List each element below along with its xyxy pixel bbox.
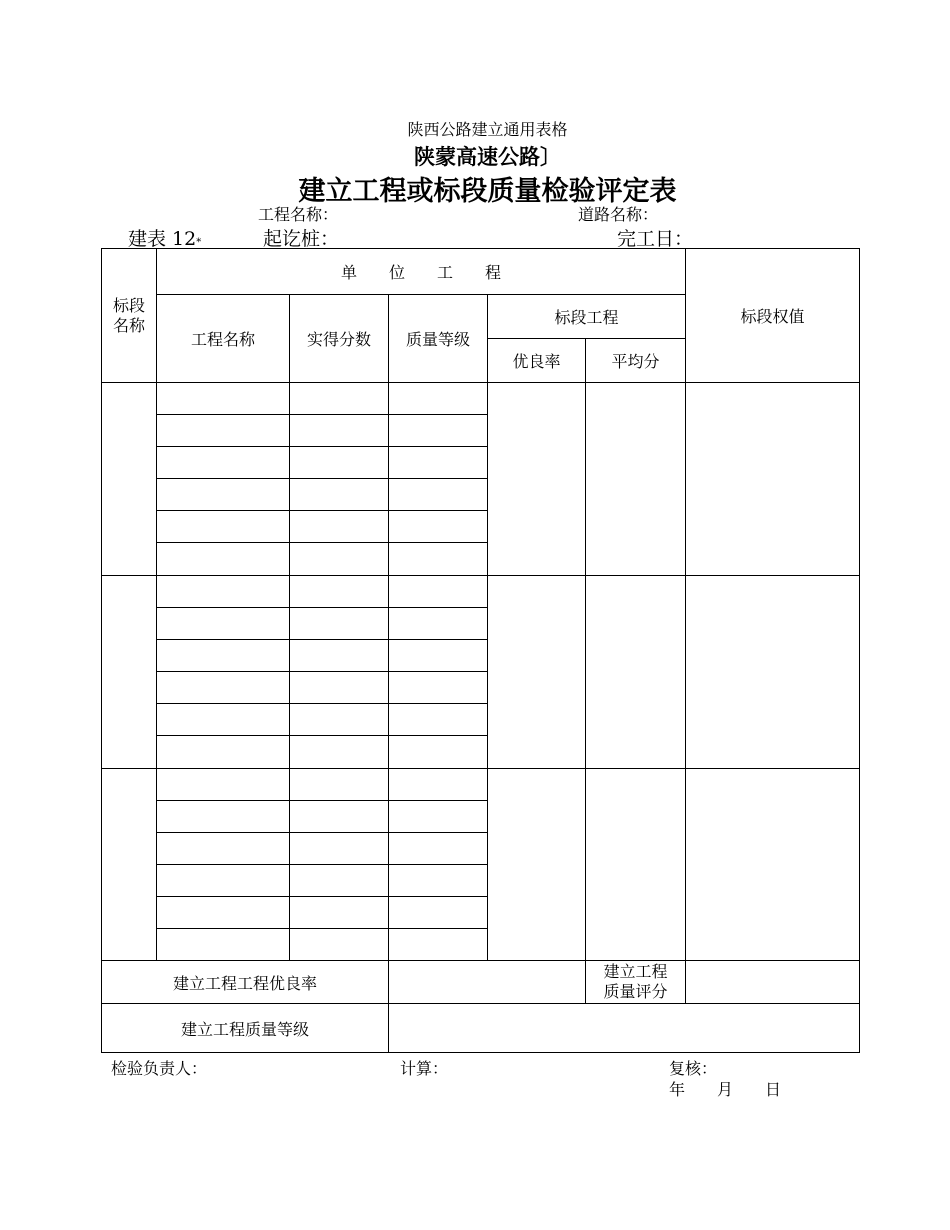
- grade-cell[interactable]: [389, 929, 488, 961]
- score-cell[interactable]: [290, 415, 389, 447]
- project-name-cell[interactable]: [157, 801, 290, 833]
- grade-cell[interactable]: [389, 415, 488, 447]
- calc-label: 计算：: [400, 1059, 449, 1078]
- score-cell[interactable]: [290, 929, 389, 961]
- grade-cell[interactable]: [389, 640, 488, 672]
- excellent-rate-cell[interactable]: [488, 576, 586, 769]
- grade-cell[interactable]: [389, 704, 488, 736]
- header-section-name-l1: 标段: [112, 295, 145, 315]
- quality-score-label-l1: 建立工程: [603, 962, 668, 981]
- header-project-name: 工程名称: [157, 295, 290, 383]
- grade-cell[interactable]: [389, 447, 488, 479]
- excellent-rate-row: [102, 961, 860, 1004]
- header-average: 平均分: [586, 339, 686, 383]
- header-grade: 质量等级: [389, 295, 488, 383]
- grade-cell[interactable]: [389, 383, 488, 415]
- score-cell[interactable]: [290, 576, 389, 608]
- score-cell[interactable]: [290, 801, 389, 833]
- excellent-rate-cell[interactable]: [488, 769, 586, 961]
- quality-grade-row: [102, 1004, 860, 1053]
- project-name-cell[interactable]: [157, 415, 290, 447]
- quality-grade-value[interactable]: [389, 1004, 860, 1053]
- start-end-label: 起讫桩：: [263, 228, 340, 250]
- score-cell[interactable]: [290, 383, 389, 415]
- score-cell[interactable]: [290, 897, 389, 929]
- highway-name: 陕蒙高速公路〕: [414, 145, 561, 169]
- quality-score-label: [586, 961, 686, 1004]
- average-cell[interactable]: [586, 769, 686, 961]
- date-label: 年 月 日: [669, 1080, 782, 1099]
- section-name-cell[interactable]: [102, 769, 157, 961]
- section-weight-cell[interactable]: [686, 769, 860, 961]
- excellent-rate-label: 建立工程工程优良率: [102, 961, 389, 1004]
- score-cell[interactable]: [290, 865, 389, 897]
- header-section-project: 标段工程: [488, 295, 686, 339]
- road-name-label: 道路名称：: [578, 205, 659, 224]
- form-number-mark: *: [196, 237, 202, 248]
- evaluation-table: [101, 248, 860, 1053]
- project-name-cell[interactable]: [157, 511, 290, 543]
- grade-cell[interactable]: [389, 543, 488, 576]
- project-name-cell[interactable]: [157, 833, 290, 865]
- score-cell[interactable]: [290, 511, 389, 543]
- grade-cell[interactable]: [389, 608, 488, 640]
- section-weight-cell[interactable]: [686, 576, 860, 769]
- project-name-cell[interactable]: [157, 383, 290, 415]
- table-row: [102, 576, 860, 608]
- score-cell[interactable]: [290, 704, 389, 736]
- grade-cell[interactable]: [389, 672, 488, 704]
- grade-cell[interactable]: [389, 865, 488, 897]
- score-cell[interactable]: [290, 447, 389, 479]
- header-excellent-rate: 优良率: [488, 339, 586, 383]
- header-score: 实得分数: [290, 295, 389, 383]
- project-name-cell[interactable]: [157, 769, 290, 801]
- project-name-cell[interactable]: [157, 704, 290, 736]
- project-name-cell[interactable]: [157, 479, 290, 511]
- grade-cell[interactable]: [389, 769, 488, 801]
- project-name-cell[interactable]: [157, 929, 290, 961]
- average-cell[interactable]: [586, 576, 686, 769]
- project-name-cell[interactable]: [157, 865, 290, 897]
- grade-cell[interactable]: [389, 736, 488, 769]
- average-cell[interactable]: [586, 383, 686, 576]
- header-unit-project: 单 位 工 程: [157, 249, 686, 295]
- score-cell[interactable]: [290, 672, 389, 704]
- score-cell[interactable]: [290, 833, 389, 865]
- project-name-cell[interactable]: [157, 608, 290, 640]
- project-name-cell[interactable]: [157, 576, 290, 608]
- score-cell[interactable]: [290, 640, 389, 672]
- table-row: [102, 383, 860, 415]
- score-cell[interactable]: [290, 769, 389, 801]
- project-name-cell[interactable]: [157, 672, 290, 704]
- header-section-name-l2: 名称: [112, 315, 145, 335]
- header-section-name: [102, 249, 157, 383]
- form-category-label: 陕西公路建立通用表格: [407, 120, 568, 139]
- excellent-rate-value[interactable]: [389, 961, 586, 1004]
- grade-cell[interactable]: [389, 801, 488, 833]
- form-number-text: 建表 12: [128, 228, 197, 250]
- table-row: [102, 769, 860, 801]
- project-name-cell[interactable]: [157, 736, 290, 769]
- grade-cell[interactable]: [389, 833, 488, 865]
- project-name-cell[interactable]: [157, 640, 290, 672]
- section-name-cell[interactable]: [102, 383, 157, 576]
- score-cell[interactable]: [290, 736, 389, 769]
- grade-cell[interactable]: [389, 511, 488, 543]
- grade-cell[interactable]: [389, 479, 488, 511]
- grade-cell[interactable]: [389, 576, 488, 608]
- review-label: 复核：: [669, 1059, 718, 1078]
- project-name-label: 工程名称：: [258, 205, 339, 224]
- project-name-cell[interactable]: [157, 897, 290, 929]
- score-cell[interactable]: [290, 543, 389, 576]
- quality-score-value[interactable]: [686, 961, 860, 1004]
- section-name-cell[interactable]: [102, 576, 157, 769]
- quality-grade-label: 建立工程质量等级: [102, 1004, 389, 1053]
- form-number: [128, 224, 201, 251]
- completion-date-label: 完工日：: [617, 228, 694, 250]
- score-cell[interactable]: [290, 479, 389, 511]
- quality-score-label-l2: 质量评分: [603, 982, 668, 1001]
- section-weight-cell[interactable]: [686, 383, 860, 576]
- inspector-label: 检验负责人：: [111, 1059, 208, 1078]
- project-name-cell[interactable]: [157, 447, 290, 479]
- header-section-weight: 标段权值: [686, 249, 860, 383]
- page-title: 建立工程或标段质量检验评定表: [298, 176, 677, 207]
- excellent-rate-cell[interactable]: [488, 383, 586, 576]
- grade-cell[interactable]: [389, 897, 488, 929]
- score-cell[interactable]: [290, 608, 389, 640]
- project-name-cell[interactable]: [157, 543, 290, 576]
